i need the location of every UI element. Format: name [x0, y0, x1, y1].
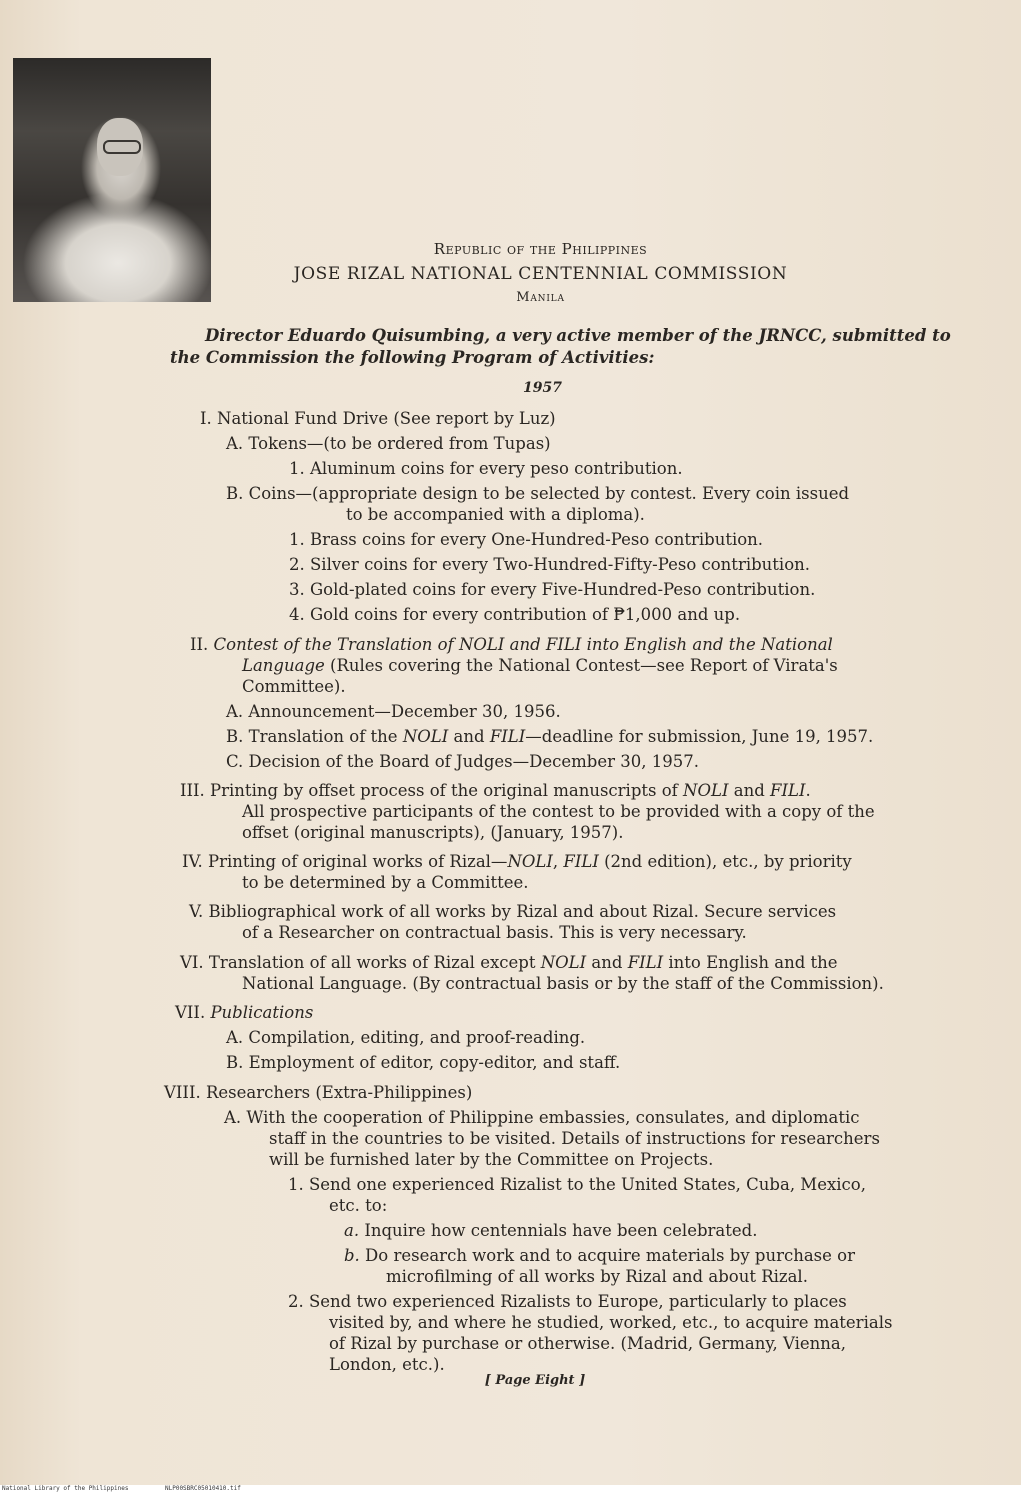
- scan-filename-label: NLP00SBRC05010410.tif: [165, 1485, 241, 1492]
- intro-line-2: the Commission the following Program of Activities:: [170, 348, 655, 367]
- item-ii-c: C. Decision of the Board of Judges—December 30, 1957.: [226, 752, 699, 771]
- item-i-b-1: 1. Brass coins for every One-Hundred-Peso contribution.: [289, 530, 764, 549]
- item-vii-b: B. Employment of editor, copy-editor, and staff.: [226, 1053, 621, 1072]
- item-i: I. National Fund Drive (See report by Luz): [200, 409, 556, 428]
- item-viii-a-2-cont-3: London, etc.).: [329, 1355, 445, 1374]
- commission-heading: JOSE RIZAL NATIONAL CENTENNIAL COMMISSION: [293, 264, 788, 284]
- republic-heading: Republic of the Philippines: [433, 240, 648, 258]
- item-viii: VIII. Researchers (Extra-Philippines): [164, 1083, 473, 1102]
- scan-footer: [0, 1485, 1021, 1493]
- item-iv-cont: to be determined by a Committee.: [242, 873, 529, 892]
- item-viii-a-1-b-cont: microfilming of all works by Rizal and about Rizal.: [386, 1267, 808, 1286]
- item-vii-a: A. Compilation, editing, and proof-reading.: [226, 1028, 586, 1047]
- item-ii-cont-2: Committee).: [242, 677, 346, 696]
- item-ii-b: B. Translation of the NOLI and FILI—deadline for submission, June 19, 1957.: [226, 727, 874, 746]
- scan-source-label: National Library of the Philippines: [2, 1485, 129, 1492]
- item-ii-a: A. Announcement—December 30, 1956.: [226, 702, 561, 721]
- item-viii-a-1-b: b. Do research work and to acquire materials by purchase or: [344, 1246, 855, 1265]
- item-viii-a-2: 2. Send two experienced Rizalists to Europe, particularly to places: [288, 1292, 847, 1311]
- item-i-b-2: 2. Silver coins for every Two-Hundred-Fifty-Peso contribution.: [289, 555, 811, 574]
- item-viii-a-2-cont: visited by, and where he studied, worked, etc., to acquire materials: [329, 1313, 893, 1332]
- item-i-a-1: 1. Aluminum coins for every peso contribution.: [289, 459, 683, 478]
- item-i-b-4: 4. Gold coins for every contribution of ₱1,000 and up.: [289, 605, 741, 624]
- item-iv: IV. Printing of original works of Rizal—NOLI, FILI (2nd edition), etc., by priority: [182, 852, 852, 871]
- item-i-b: B. Coins—(appropriate design to be selected by contest. Every coin issued: [226, 484, 850, 503]
- item-v-cont: of a Researcher on contractual basis. This is very necessary.: [242, 923, 747, 942]
- city-heading: Manila: [516, 290, 565, 305]
- item-ii: II. Contest of the Translation of NOLI and FILI into English and the National: [190, 635, 833, 654]
- item-viii-a-1-cont: etc. to:: [329, 1196, 388, 1215]
- item-i-b-cont: to be accompanied with a diploma).: [346, 505, 645, 524]
- item-i-b-3: 3. Gold-plated coins for every Five-Hundred-Peso contribution.: [289, 580, 816, 599]
- item-v: V. Bibliographical work of all works by Rizal and about Rizal. Secure services: [189, 902, 837, 921]
- page-number: [ Page Eight ]: [484, 1373, 586, 1388]
- item-i-a: A. Tokens—(to be ordered from Tupas): [226, 434, 551, 453]
- item-viii-a-1: 1. Send one experienced Rizalist to the United States, Cuba, Mexico,: [288, 1175, 866, 1194]
- item-iii-cont-2: offset (original manuscripts), (January, 1957).: [242, 823, 624, 842]
- year-heading: 1957: [523, 380, 562, 396]
- item-vi-cont: National Language. (By contractual basis or by the staff of the Commission).: [242, 974, 884, 993]
- item-ii-cont: Language (Rules covering the National Contest—see Report of Virata's: [242, 656, 838, 675]
- item-vi: VI. Translation of all works of Rizal except NOLI and FILI into English and the: [180, 953, 838, 972]
- item-viii-a-cont: staff in the countries to be visited. Details of instructions for researchers: [269, 1129, 880, 1148]
- intro-line-1: Director Eduardo Quisumbing, a very active member of the JRNCC, submitted to: [205, 326, 951, 345]
- item-iii-cont: All prospective participants of the contest to be provided with a copy of the: [242, 802, 875, 821]
- item-viii-a: A. With the cooperation of Philippine embassies, consulates, and diplomatic: [224, 1108, 860, 1127]
- item-iii: III. Printing by offset process of the original manuscripts of NOLI and FILI.: [180, 781, 811, 800]
- item-viii-a-1-a: a. Inquire how centennials have been celebrated.: [344, 1221, 758, 1240]
- item-vii: VII. Publications: [175, 1003, 314, 1022]
- item-viii-a-cont-2: will be furnished later by the Committee on Projects.: [269, 1150, 714, 1169]
- item-viii-a-2-cont-2: of Rizal by purchase or otherwise. (Madrid, Germany, Vienna,: [329, 1334, 846, 1353]
